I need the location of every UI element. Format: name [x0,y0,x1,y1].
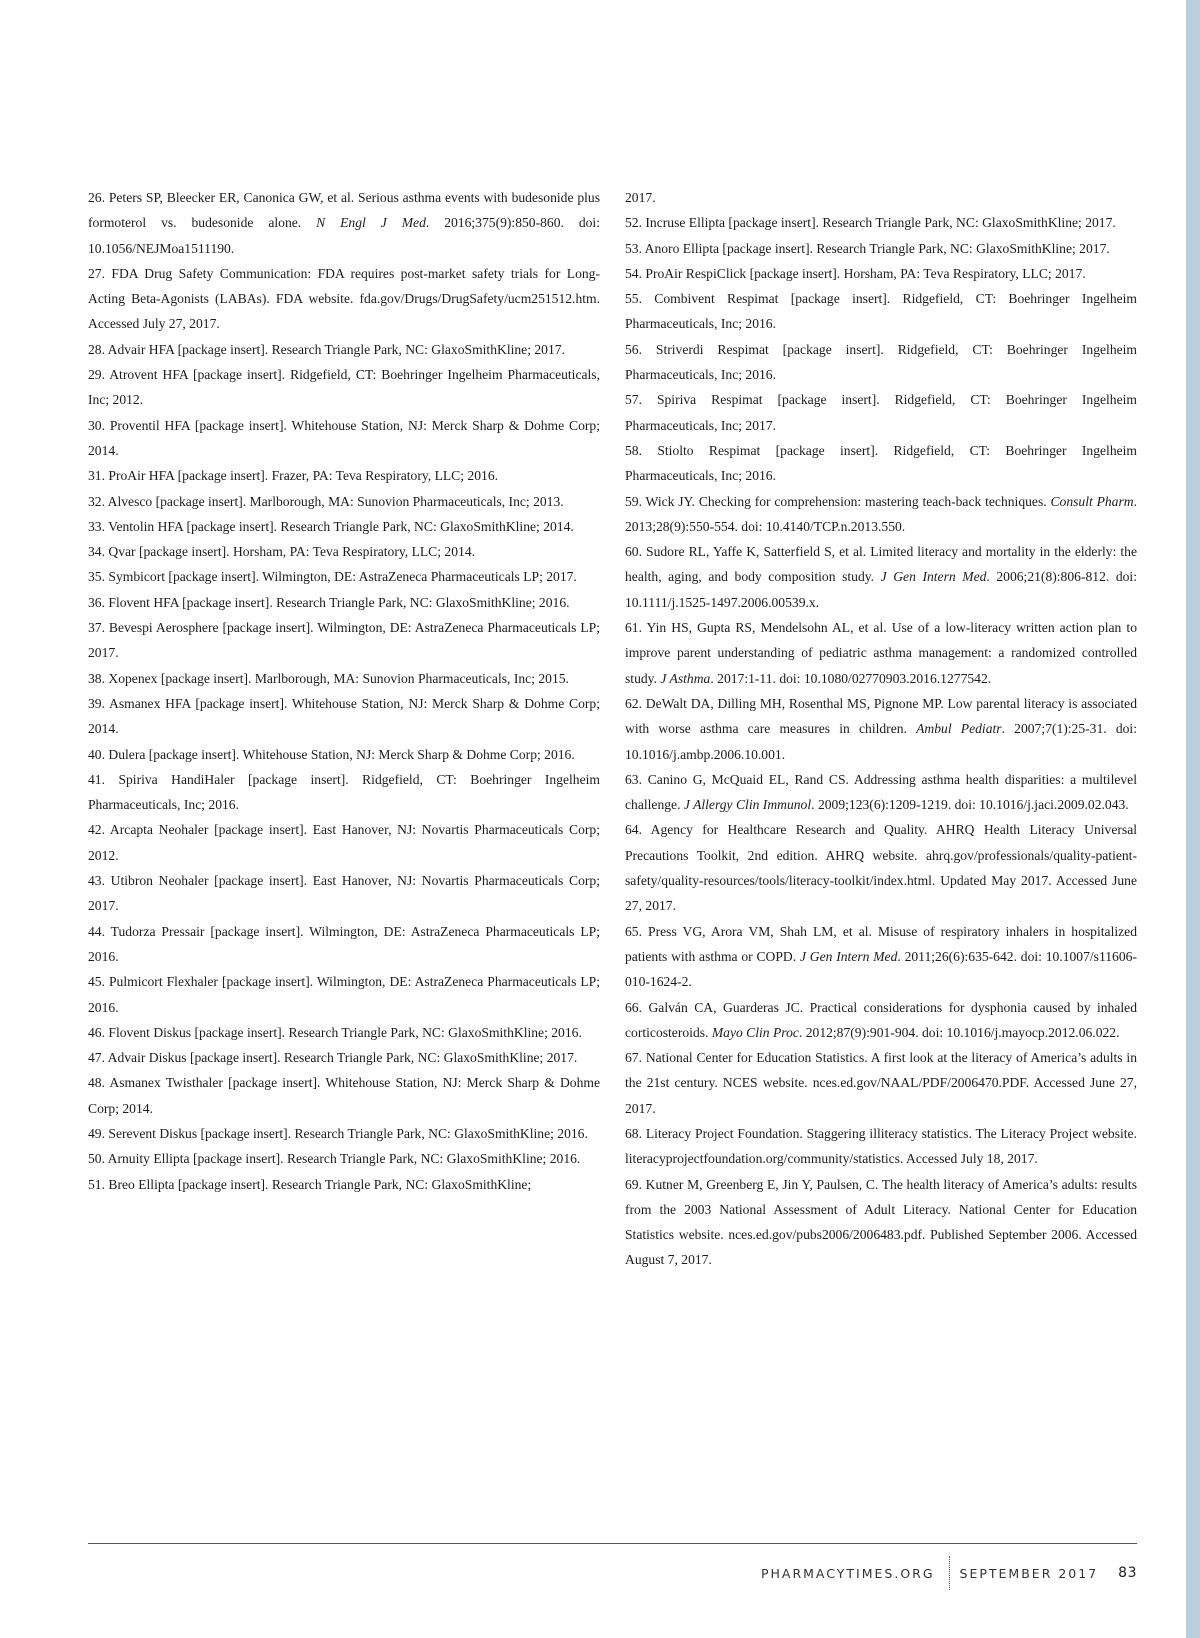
reference-text: 42. Arcapta Neohaler [package insert]. East Hanover, NJ: Novartis Pharmaceuticals Corp; 2012. [88,822,600,863]
reference-entry [88,1172,600,1197]
reference-entry [625,261,1137,286]
reference-entry [88,969,600,1020]
reference-entry [625,539,1137,615]
reference-entry [88,1020,600,1045]
reference-text: 32. Alvesco [package insert]. Marlborough, MA: Sunovion Pharmaceuticals, Inc; 2013. [88,493,564,509]
reference-text: 47. Advair Diskus [package insert]. Research Triangle Park, NC: GlaxoSmithKline; 2017. [88,1050,578,1066]
reference-text: 51. Breo Ellipta [package insert]. Research Triangle Park, NC: GlaxoSmithKline; [88,1176,532,1192]
journal-name: J Allergy Clin Immunol [683,797,812,813]
reference-text: 36. Flovent HFA [package insert]. Research Triangle Park, NC: GlaxoSmithKline; 2016. [88,594,570,610]
journal-name: J Asthma [660,670,711,686]
reference-entry [88,615,600,666]
reference-text: 54. ProAir RespiClick [package insert]. Horsham, PA: Teva Respiratory, LLC; 2017. [625,265,1086,281]
reference-entry [88,463,600,488]
reference-entry [88,1045,600,1070]
reference-entry [88,489,600,514]
reference-text: 27. FDA Drug Safety Communication: FDA requires post-market safety trials for Long-Acting Beta-Agonists (LABAs). FDA website. fda.gov/Drugs/DrugSafety/ucm251512.htm. Accessed July 27, 2017. [88,265,600,332]
reference-text: 31. ProAir HFA [package insert]. Frazer, PA: Teva Respiratory, LLC; 2016. [88,468,499,484]
reference-text: 58. Stiolto Respimat [package insert]. Ridgefield, CT: Boehringer Ingelheim Pharmaceuticals, Inc; 2016. [625,442,1137,484]
reference-entry [88,590,600,615]
reference-text: 68. Literacy Project Foundation. Staggering illiteracy statistics. The Literacy Project website. literacyprojectfoundation.org/community/statistics. Accessed July 18, 2017. [625,1125,1137,1167]
page-number: 83 [1118,1565,1137,1581]
reference-entry [88,514,600,539]
side-color-bar [1186,0,1200,1638]
reference-text: 64. Agency for Healthcare Research and Quality. AHRQ Health Literacy Universal Precautions Toolkit, 2nd edition. AHRQ website. ahrq.gov/professionals/quality-patient-safety/quality-resources/tools/literacy-toolkit/index.html. Updated May 2017. Accessed June 27, 2017. [625,822,1137,914]
reference-entry [625,489,1137,540]
reference-text: 2017. [625,190,656,205]
reference-text: 33. Ventolin HFA [package insert]. Research Triangle Park, NC: GlaxoSmithKline; 2014. [88,518,574,534]
reference-text: 62. DeWalt DA, Dilling MH, Rosenthal MS, Pignone MP. Low parental literacy is associated with worse asthma care measures in children. [625,695,1137,737]
reference-entry [88,868,600,919]
reference-entry [625,236,1137,261]
reference-entry [625,438,1137,489]
page-footer [700,1560,1137,1586]
reference-entry [88,1121,600,1146]
reference-entry [625,995,1137,1046]
reference-citation: . 2006;21(8):806-812. doi: 10.1111/j.1525-1497.2006.00539.x. [625,569,1137,610]
footer-date: SEPTEMBER 2017 [959,1565,1099,1581]
reference-text: 40. Dulera [package insert]. Whitehouse Station, NJ: Merck Sharp & Dohme Corp; 2016. [88,746,575,762]
reference-entry [88,742,600,767]
reference-citation: . 2011;26(6):635-642. doi: 10.1007/s11606-010-1624-2. [625,948,1137,990]
reference-text: 34. Qvar [package insert]. Horsham, PA: Teva Respiratory, LLC; 2014. [88,544,476,560]
reference-text: 53. Anoro Ellipta [package insert]. Research Triangle Park, NC: GlaxoSmithKline; 2017. [625,240,1110,256]
reference-entry [625,210,1137,235]
reference-entry [625,1121,1137,1172]
reference-citation: . 2017:1-11. doi: 10.1080/02770903.2016.1277542. [710,670,992,686]
reference-text: 43. Utibron Neohaler [package insert]. East Hanover, NJ: Novartis Pharmaceuticals Corp; 2017. [88,873,600,914]
reference-text: 45. Pulmicort Flexhaler [package insert]. Wilmington, DE: AstraZeneca Pharmaceuticals LP; 2016. [88,974,600,1015]
reference-text: 29. Atrovent HFA [package insert]. Ridgefield, CT: Boehringer Ingelheim Pharmaceuticals, Inc; 2012. [88,367,600,408]
journal-name: N Engl J Med [316,215,426,231]
reference-text: 57. Spiriva Respimat [package insert]. Ridgefield, CT: Boehringer Ingelheim Pharmaceuticals, Inc; 2017. [625,392,1137,433]
footer-site: PHARMACYTIMES.ORG [760,1565,935,1581]
reference-text: 60. Sudore RL, Yaffe K, Satterfield S, et al. Limited literacy and mortality in the elderly: the health, aging, and body composition study. [625,544,1137,585]
reference-text: 50. Arnuity Ellipta [package insert]. Research Triangle Park, NC: GlaxoSmithKline; 2016. [88,1151,581,1167]
reference-entry [625,337,1137,388]
reference-text: 55. Combivent Respimat [package insert]. Ridgefield, CT: Boehringer Ingelheim Pharmaceuticals, Inc; 2016. [625,291,1137,332]
reference-entry [88,919,600,970]
reference-citation: . 2009;123(6):1209-1219. doi: 10.1016/j.jaci.2009.02.043. [811,797,1129,813]
reference-entry [88,767,600,818]
reference-entry [88,1070,600,1121]
reference-citation: . 2013;28(9):550-554. doi: 10.4140/TCP.n.2013.550. [625,493,1137,534]
reference-entry [88,817,600,868]
reference-entry [625,387,1137,438]
footer-separator [949,1556,950,1590]
reference-text: 69. Kutner M, Greenberg E, Jin Y, Paulsen, C. The health literacy of America’s adults: results from the 2003 National Assessment of Adult Literacy. National Center for Education Statistics website. nces.ed.gov/pubs2006/2006483.pdf. Published September 2006. Accessed August 7, 2017. [625,1176,1137,1268]
reference-text: 37. Bevespi Aerosphere [package insert]. Wilmington, DE: AstraZeneca Pharmaceuticals LP; 2017. [88,620,600,661]
reference-text: 52. Incruse Ellipta [package insert]. Research Triangle Park, NC: GlaxoSmithKline; 2017. [625,215,1116,231]
reference-entry [88,564,600,589]
journal-name: J Gen Intern Med [880,569,987,585]
reference-entry [625,185,1137,210]
journal-name: J Gen Intern Med [799,948,898,964]
reference-text: 49. Serevent Diskus [package insert]. Research Triangle Park, NC: GlaxoSmithKline; 2016. [88,1125,588,1141]
reference-text: 46. Flovent Diskus [package insert]. Research Triangle Park, NC: GlaxoSmithKline; 2016. [88,1024,582,1040]
journal-name: Mayo Clin Proc [711,1024,799,1040]
journal-name: Ambul Pediatr [916,721,1002,737]
reference-entry [625,615,1137,691]
reference-entry [625,767,1137,818]
reference-entry [88,337,600,362]
reference-entry [88,413,600,464]
reference-text: 41. Spiriva HandiHaler [package insert]. Ridgefield, CT: Boehringer Ingelheim Pharmaceuticals, Inc; 2016. [88,771,600,813]
reference-text: 67. National Center for Education Statistics. A first look at the literacy of America’s adults in the 21st century. NCES website. nces.ed.gov/NAAL/PDF/2006470.PDF. Accessed June 27, 2017. [625,1050,1137,1116]
reference-text: 28. Advair HFA [package insert]. Research Triangle Park, NC: GlaxoSmithKline; 2017. [88,341,565,357]
reference-entry [88,362,600,413]
reference-citation: . 2016;375(9):850-860. doi: 10.1056/NEJMoa1511190. [88,215,600,256]
reference-text: 39. Asmanex HFA [package insert]. Whitehouse Station, NJ: Merck Sharp & Dohme Corp; 2014. [88,695,600,737]
reference-text: 30. Proventil HFA [package insert]. Whitehouse Station, NJ: Merck Sharp & Dohme Corp; 2014. [88,417,600,458]
reference-text: 56. Striverdi Respimat [package insert]. Ridgefield, CT: Boehringer Ingelheim Pharmaceuticals, Inc; 2016. [625,341,1137,383]
reference-text: 63. Canino G, McQuaid EL, Rand CS. Addressing asthma health disparities: a multilevel challenge. [625,771,1137,813]
reference-entry [625,691,1137,767]
reference-entry [88,261,600,337]
reference-entry [88,666,600,691]
reference-entry [88,1146,600,1171]
reference-entry [88,185,600,261]
reference-entry [88,539,600,564]
reference-text: 35. Symbicort [package insert]. Wilmington, DE: AstraZeneca Pharmaceuticals LP; 2017. [88,569,577,585]
reference-citation: . 2007;7(1):25-31. doi: 10.1016/j.ambp.2006.10.001. [625,721,1137,762]
reference-text: 48. Asmanex Twisthaler [package insert]. Whitehouse Station, NJ: Merck Sharp & Dohme Corp; 2014. [88,1075,600,1116]
reference-entry [625,817,1137,918]
references-right-column [625,185,1137,1273]
reference-text: 59. Wick JY. Checking for comprehension: mastering teach-back techniques. [625,493,1051,509]
reference-text: 44. Tudorza Pressair [package insert]. Wilmington, DE: AstraZeneca Pharmaceuticals LP; 2016. [88,923,600,964]
reference-text: 66. Galván CA, Guarderas JC. Practical considerations for dysphonia caused by inhaled corticosteroids. [625,999,1137,1040]
reference-text: 65. Press VG, Arora VM, Shah LM, et al. Misuse of respiratory inhalers in hospitalized patients with asthma or COPD. [625,923,1137,964]
reference-text: 61. Yin HS, Gupta RS, Mendelsohn AL, et al. Use of a low-literacy written action plan to improve parent understanding of pediatric asthma management: a randomized controlled study. [625,620,1137,686]
reference-entry [88,691,600,742]
reference-entry [625,286,1137,337]
reference-entry [625,1045,1137,1121]
reference-text: 26. Peters SP, Bleecker ER, Canonica GW, et al. Serious asthma events with budesonide plus formoterol vs. budesonide alone. [88,190,600,231]
reference-citation: . 2012;87(9):901-904. doi: 10.1016/j.mayocp.2012.06.022. [798,1024,1120,1040]
reference-text: 38. Xopenex [package insert]. Marlborough, MA: Sunovion Pharmaceuticals, Inc; 2015. [88,670,569,686]
journal-name: Consult Pharm [1050,493,1134,509]
footer-divider [88,1543,1137,1544]
reference-entry [625,1172,1137,1273]
reference-entry [625,919,1137,995]
references-left-column [88,185,600,1197]
